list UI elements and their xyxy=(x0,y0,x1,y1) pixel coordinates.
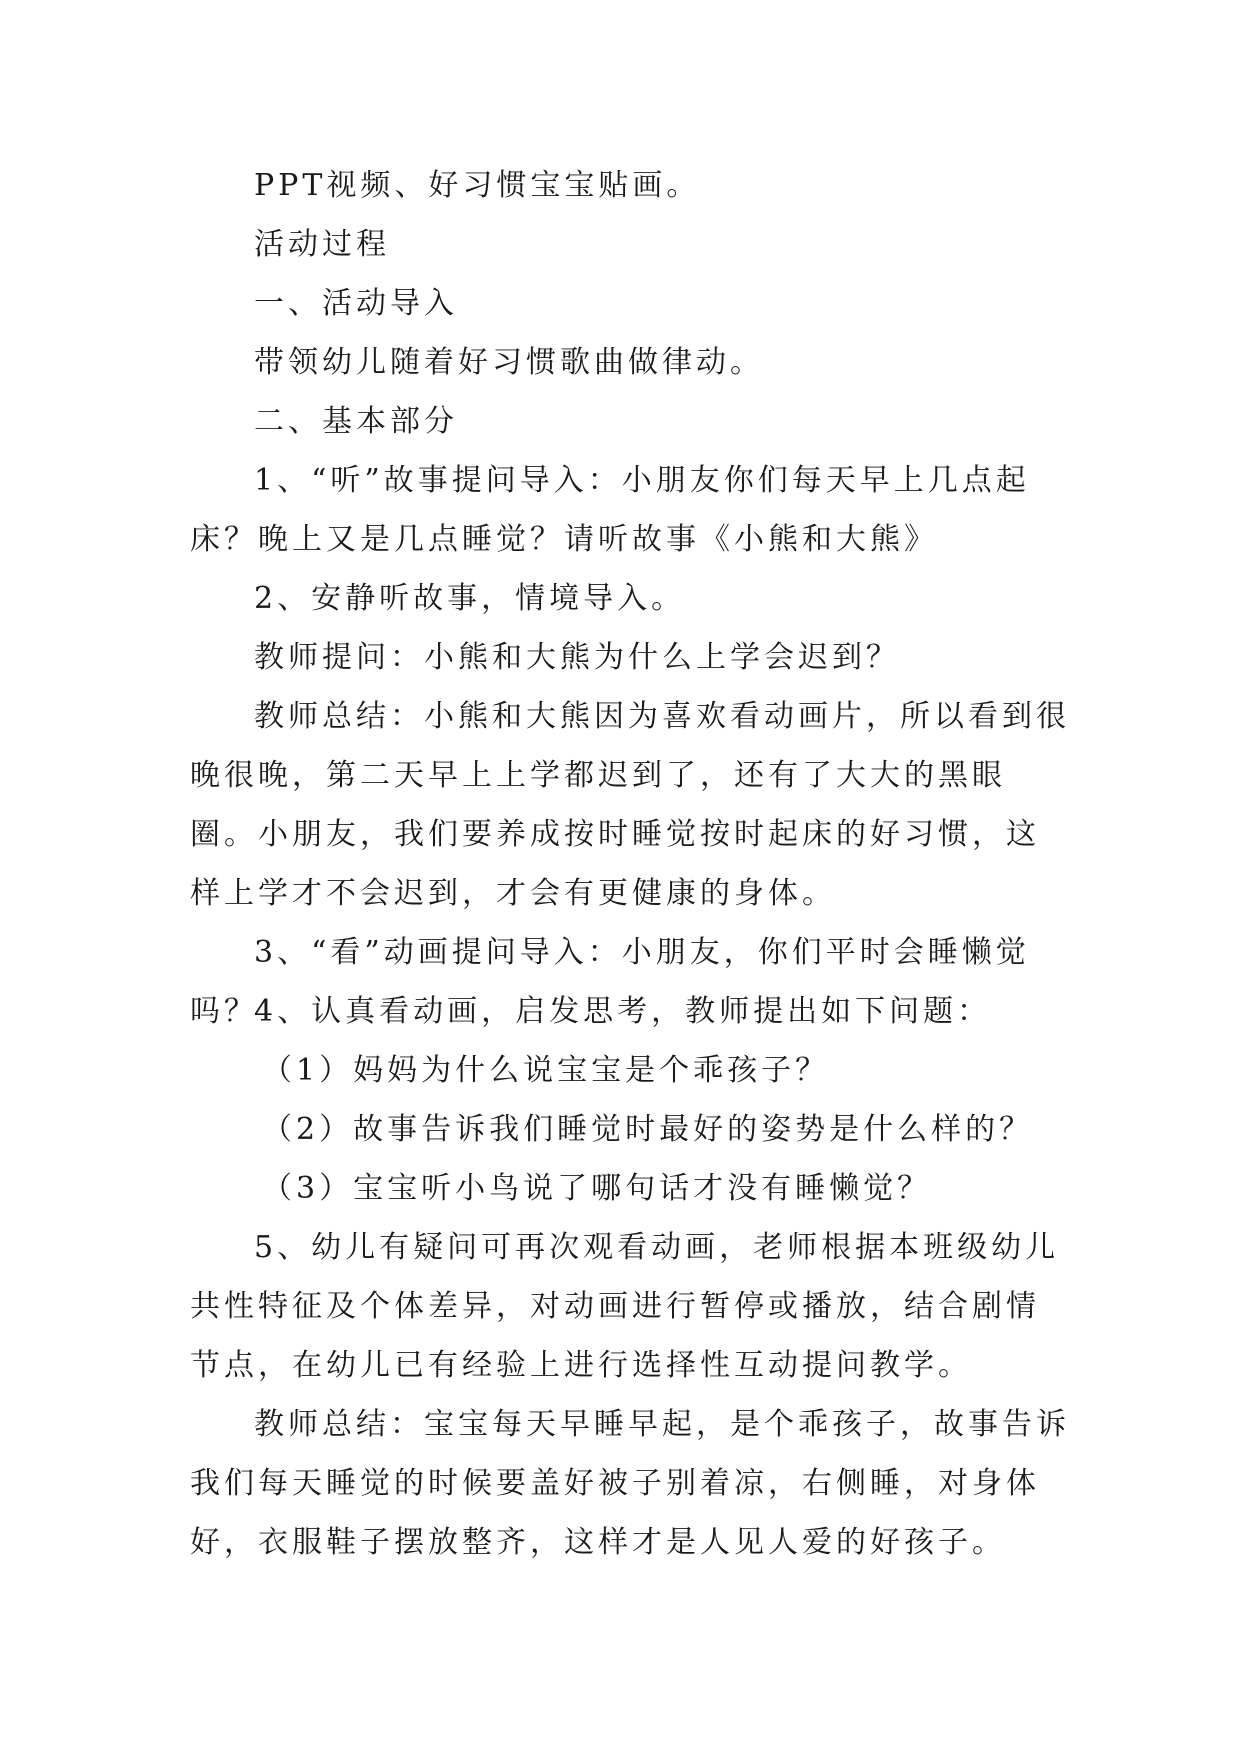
paragraph-materials: PPT视频、好习惯宝宝贴画。 xyxy=(254,168,701,203)
paragraph-rhythm: 带领幼儿随着好习惯歌曲做律动。 xyxy=(254,345,764,380)
paragraph-teacher-summary-1: 教师总结：小熊和大熊因为喜欢看动画片，所以看到很晚很晚，第二天早上上学都迟到了，还有了大大的黑眼圈。小朋友，我们要养成按时睡觉按时起床的好习惯，这样上学才不会迟到，才会有更健康的身体。 xyxy=(190,699,1070,911)
heading-section-two: 二、基本部分 xyxy=(254,404,458,439)
paragraph-teacher-question: 教师提问：小熊和大熊为什么上学会迟到？ xyxy=(254,640,900,675)
heading-section-one: 一、活动导入 xyxy=(254,286,458,321)
paragraph-question-1: （1）妈妈为什么说宝宝是个乖孩子？ xyxy=(262,1053,830,1088)
paragraph-step-5: 5、幼儿有疑问可再次观看动画，老师根据本班级幼儿共性特征及个体差异，对动画进行暂停或播放，结合剧情节点，在幼儿已有经验上进行选择性互动提问教学。 xyxy=(190,1230,1060,1383)
paragraph-question-3: （3）宝宝听小鸟说了哪句话才没有睡懒觉？ xyxy=(262,1171,932,1206)
paragraph-teacher-summary-2: 教师总结：宝宝每天早睡早起，是个乖孩子，故事告诉我们每天睡觉的时候要盖好被子别着凉，右侧睡，对身体好，衣服鞋子摆放整齐，这样才是人见人爱的好孩子。 xyxy=(190,1407,1070,1560)
paragraph-step-1: 1、“听”故事提问导入：小朋友你们每天早上几点起床？晚上又是几点睡觉？请听故事《小熊和大熊》 xyxy=(190,463,1030,557)
paragraph-step-2: 2、安静听故事，情境导入。 xyxy=(254,581,686,616)
paragraph-question-2: （2）故事告诉我们睡觉时最好的姿势是什么样的？ xyxy=(262,1112,1034,1147)
heading-activity-process: 活动过程 xyxy=(254,227,390,262)
paragraph-step-3: 3、“看”动画提问导入：小朋友，你们平时会睡懒觉吗？ xyxy=(190,935,1030,1029)
paragraph-step-4: 4、认真看动画，启发思考，教师提出如下问题： xyxy=(254,994,992,1029)
